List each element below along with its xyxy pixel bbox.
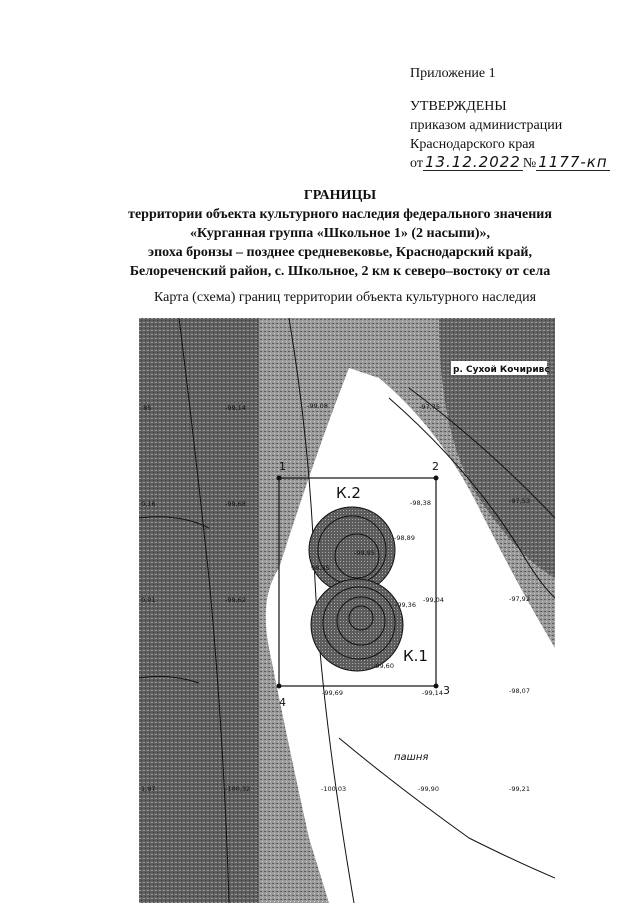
date-value: 13.12.2022: [424, 153, 521, 171]
svg-text:1,97: 1,97: [141, 785, 156, 793]
corner-point: [277, 476, 282, 481]
svg-text:-99,60: -99,60: [373, 662, 394, 670]
corner-point: [277, 684, 282, 689]
order-line: приказом администрации: [410, 118, 563, 133]
approved-label: УТВЕРЖДЕНЫ: [410, 99, 507, 114]
svg-text:-97,53: -97,53: [509, 497, 530, 505]
mound-label-k1: К.1: [403, 647, 428, 665]
svg-text:-98,89: -98,89: [394, 534, 415, 542]
date-prefix: от: [410, 156, 423, 171]
svg-text:-97,75: -97,75: [419, 403, 440, 411]
svg-text:-99,68: -99,68: [225, 500, 246, 508]
svg-text:-99,14: -99,14: [225, 404, 246, 412]
title-line-3: эпоха бронзы – позднее средневековье, Краснодарский край,: [148, 245, 532, 260]
boundary-map: [139, 318, 555, 903]
svg-text:-99,04: -99,04: [423, 596, 444, 604]
corner-point: [434, 476, 439, 481]
svg-text:-98,07: -98,07: [509, 687, 530, 695]
corner-label-3: 3: [443, 684, 450, 697]
title-heading: ГРАНИЦЫ: [303, 188, 377, 203]
svg-text:-99,21: -99,21: [509, 785, 530, 793]
title-line-4: Белореченский район, с. Школьное, 2 км к северо–востоку от села: [129, 264, 551, 279]
svg-text:-99,14: -99,14: [422, 689, 443, 697]
authority-line: Краснодарского края: [410, 137, 535, 152]
mound-k1: [311, 579, 403, 671]
svg-text:-98,38: -98,38: [410, 499, 431, 507]
svg-text:-100,03: -100,03: [321, 785, 347, 793]
svg-text:-99,08: -99,08: [307, 402, 328, 410]
svg-text:98,35: 98,35: [311, 564, 330, 572]
corner-label-2: 2: [432, 460, 439, 473]
river-label: р. Сухой Кочиривс: [453, 365, 550, 375]
svg-text:-99,90: -99,90: [418, 785, 439, 793]
corner-point: [434, 684, 439, 689]
title-line-2: «Курганная группа «Школьное 1» (2 насыпи)»,: [189, 226, 491, 241]
svg-text:-99,69: -99,69: [322, 689, 343, 697]
document-title: [0, 186, 639, 281]
svg-text:-99,36: -99,36: [395, 601, 416, 609]
date-number-line: [410, 154, 610, 173]
svg-text:.85: .85: [141, 404, 152, 412]
corner-label-1: 1: [279, 460, 286, 473]
appendix-label: Приложение 1: [410, 66, 496, 81]
number-value: 1177-кп: [538, 153, 608, 171]
approval-block: [410, 64, 610, 173]
svg-text:0,16: 0,16: [141, 500, 156, 508]
map-caption: Карта (схема) границ территории объекта культурного наследия: [153, 290, 537, 305]
svg-text:-100,32: -100,32: [225, 785, 251, 793]
svg-text:-99,95: -99,95: [354, 549, 375, 557]
svg-text:-97,92: -97,92: [509, 595, 530, 603]
corner-label-4: 4: [279, 696, 286, 709]
field-label: пашня: [394, 752, 429, 763]
svg-text:-99,62: -99,62: [225, 596, 246, 604]
number-prefix: №: [522, 156, 537, 171]
svg-text:0,01: 0,01: [141, 596, 156, 604]
title-line-1: территории объекта культурного наследия федерального значения: [128, 207, 552, 222]
mound-label-k2: К.2: [336, 484, 361, 502]
